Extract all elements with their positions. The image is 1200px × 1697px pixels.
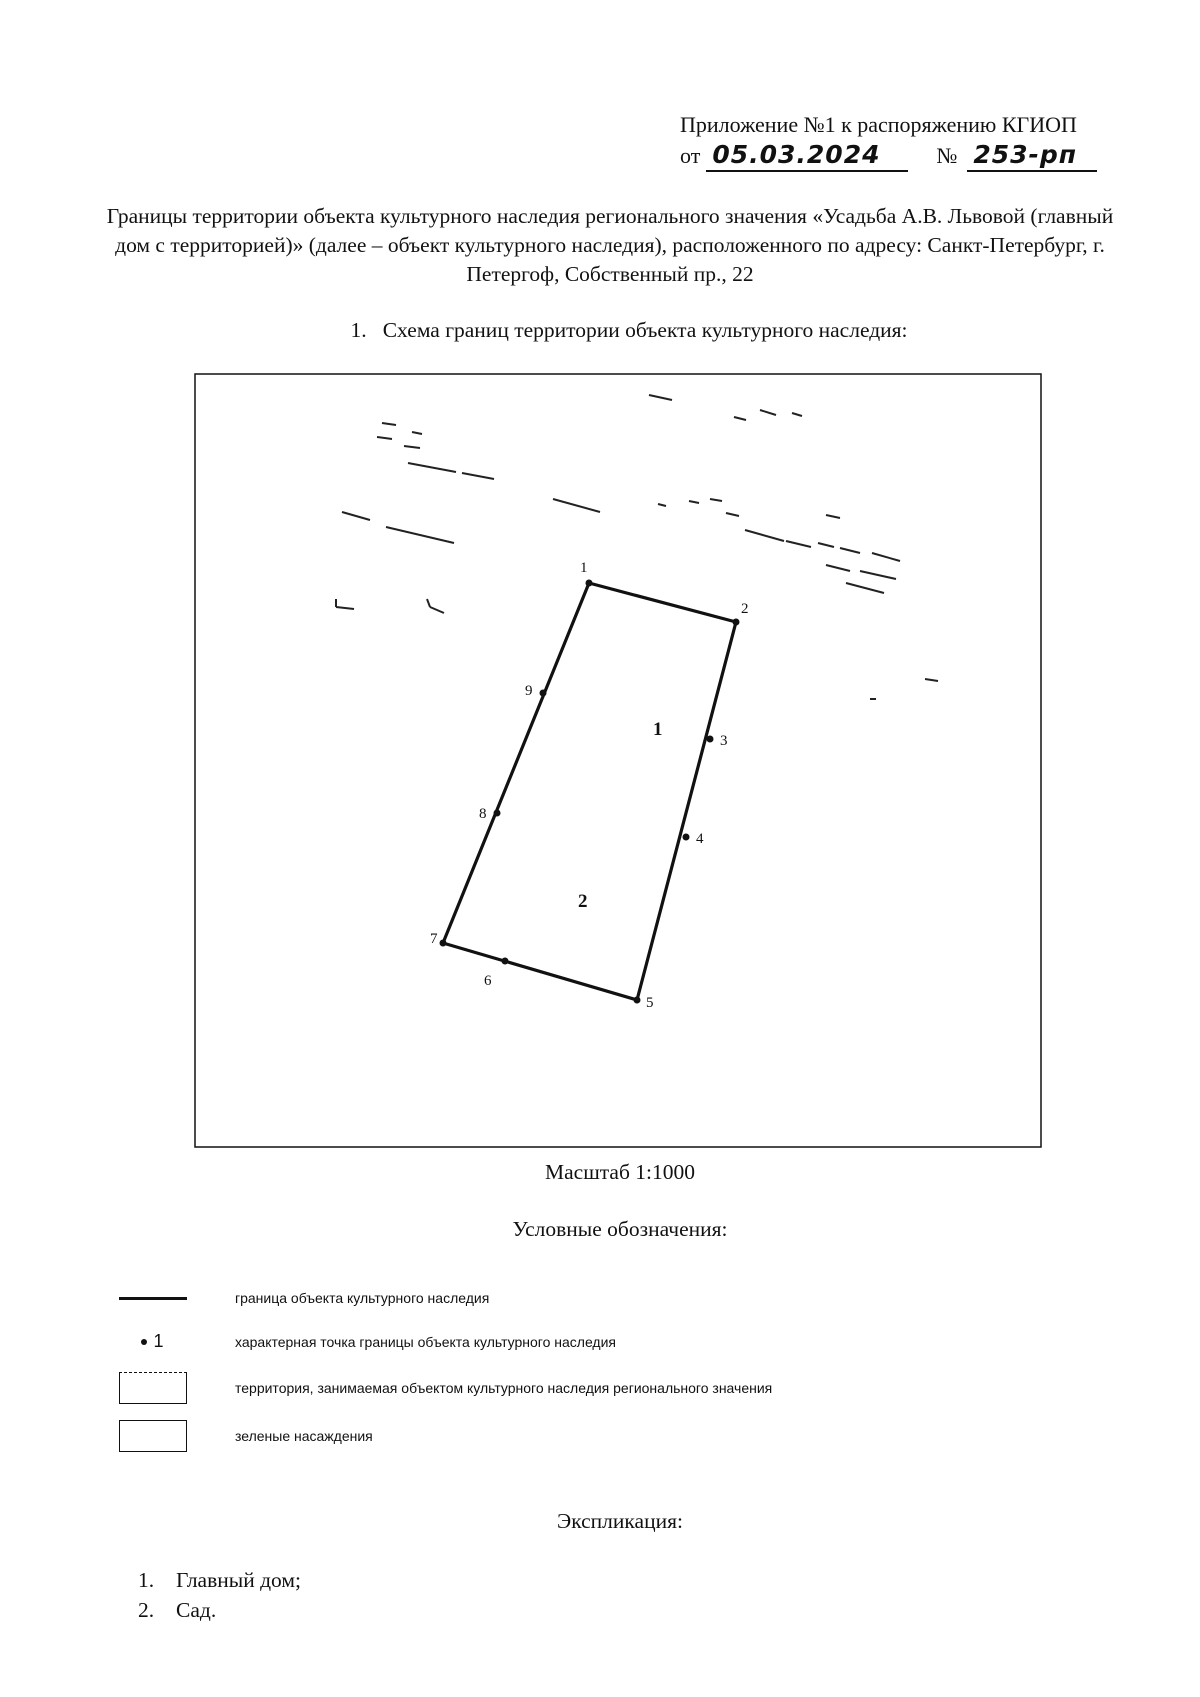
map-frame bbox=[195, 374, 1041, 1147]
legend-item-green bbox=[115, 1420, 373, 1452]
date-number-line bbox=[680, 140, 1140, 172]
legend-label: граница объекта культурного наследия bbox=[235, 1290, 490, 1306]
background-fragments bbox=[194, 395, 938, 699]
boundary-point-7 bbox=[440, 940, 447, 947]
zone-label-1: 1 bbox=[653, 719, 663, 740]
boundary-point-2 bbox=[733, 619, 740, 626]
zone-label-2: 2 bbox=[578, 891, 588, 912]
point-label-6: 6 bbox=[484, 973, 492, 989]
boundary-point-5 bbox=[634, 997, 641, 1004]
point-label-3: 3 bbox=[720, 733, 728, 749]
legend-item-boundary bbox=[115, 1290, 489, 1306]
document-title: Границы территории объекта культурного наследия регионального значения «Усадьба А.В. Львовой (главный дом с территорией)» (далее – объект культурного наследия), расположенного по адресу: Санкт-Петербург, г. Петергоф, Собственный пр., 22 bbox=[106, 204, 1114, 286]
legend-label: территория, занимаемая объектом культурного наследия регионального значения bbox=[235, 1380, 773, 1396]
date-prefix: от bbox=[680, 143, 701, 168]
point-label-1: 1 bbox=[580, 560, 588, 576]
point-dot bbox=[141, 1339, 147, 1345]
point-label-2: 2 bbox=[741, 601, 749, 617]
legend-label: зеленые насаждения bbox=[235, 1428, 373, 1444]
order-number: 253-рп bbox=[967, 140, 1097, 172]
boundary-point-1 bbox=[586, 580, 593, 587]
explication-list bbox=[138, 1565, 301, 1625]
boundary-map bbox=[194, 373, 1042, 1148]
boundary-point-3 bbox=[707, 736, 714, 743]
point-label-7: 7 bbox=[430, 931, 438, 947]
boundary-point-8 bbox=[494, 810, 501, 817]
point-label-8: 8 bbox=[479, 806, 487, 822]
point-label-9: 9 bbox=[525, 683, 533, 699]
legend-label: характерная точка границы объекта культурного наследия bbox=[235, 1333, 616, 1350]
list-item bbox=[138, 1595, 301, 1625]
map-scale: Масштаб 1:1000 bbox=[545, 1160, 695, 1184]
order-date: 05.03.2024 bbox=[706, 140, 908, 172]
item-number: 2. bbox=[138, 1598, 155, 1622]
section-text: Схема границ территории объекта культурного наследия: bbox=[382, 318, 908, 342]
point-label-5: 5 bbox=[646, 995, 654, 1011]
territory-box-symbol bbox=[119, 1372, 187, 1404]
explication-title: Экспликация: bbox=[557, 1509, 683, 1533]
legend-item-territory bbox=[115, 1372, 772, 1404]
section-heading bbox=[0, 318, 1200, 343]
boundary-line-symbol bbox=[119, 1297, 187, 1300]
point-label-4: 4 bbox=[696, 831, 704, 847]
section-number: 1. bbox=[350, 318, 367, 342]
boundary-point-symbol bbox=[115, 1331, 190, 1352]
point-symbol-label: 1 bbox=[153, 1331, 164, 1351]
appendix-line: Приложение №1 к распоряжению КГИОП bbox=[680, 112, 1077, 137]
boundary-point-9 bbox=[540, 690, 547, 697]
green-box-symbol bbox=[119, 1420, 187, 1452]
document-header bbox=[680, 110, 1140, 172]
item-text: Сад. bbox=[176, 1598, 217, 1622]
item-number: 1. bbox=[138, 1568, 155, 1592]
list-item bbox=[138, 1565, 301, 1595]
item-text: Главный дом; bbox=[176, 1568, 301, 1592]
boundary-points bbox=[440, 580, 740, 1004]
heritage-boundary bbox=[443, 583, 736, 1000]
legend-title: Условные обозначения: bbox=[512, 1217, 728, 1241]
number-sign: № bbox=[936, 143, 958, 168]
boundary-point-6 bbox=[502, 958, 509, 965]
legend-item-point bbox=[115, 1331, 616, 1352]
boundary-point-4 bbox=[683, 834, 690, 841]
